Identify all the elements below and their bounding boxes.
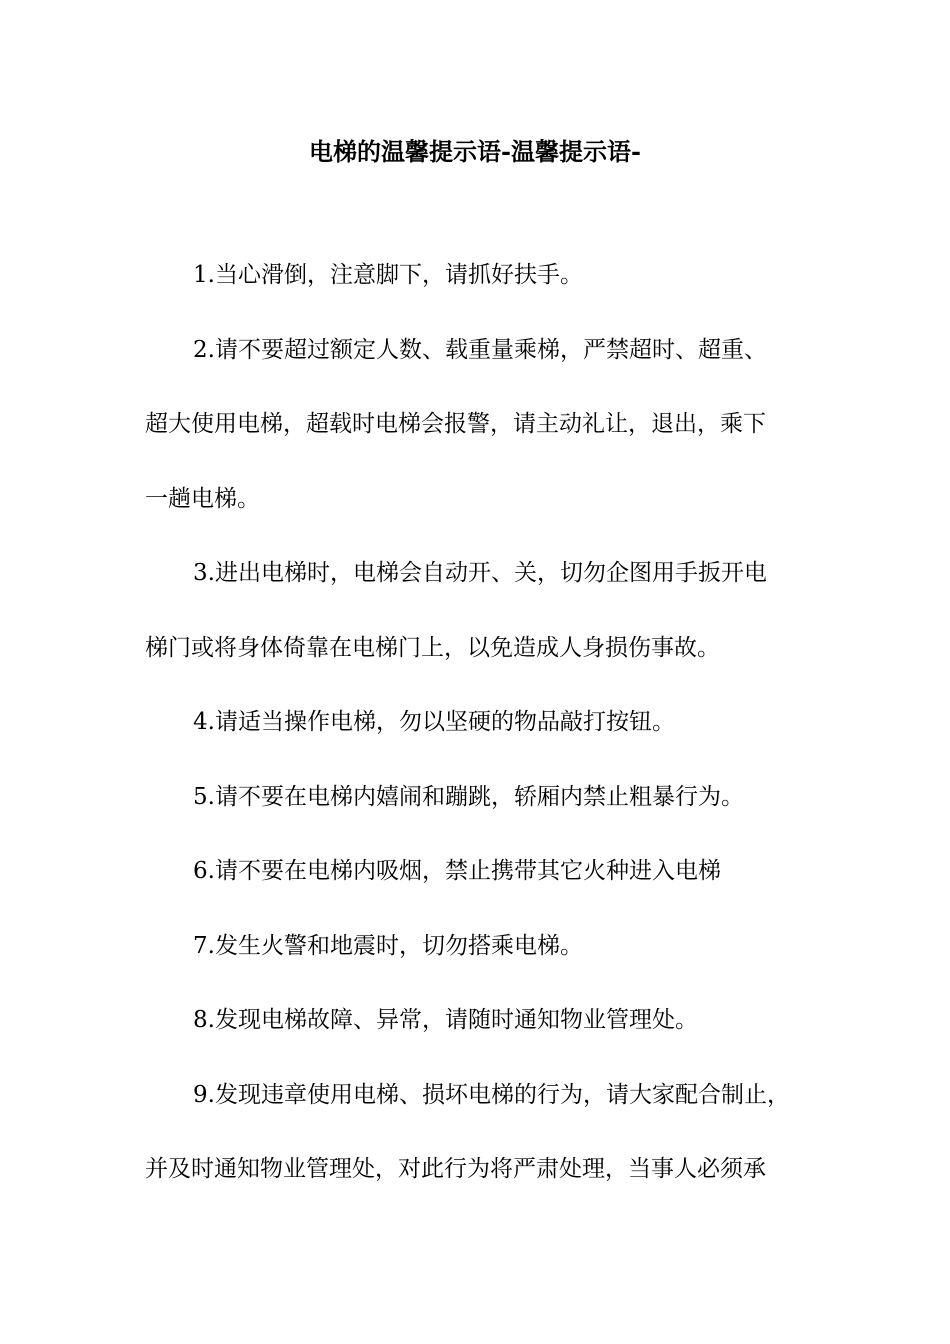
text-line: 7.发生火警和地震时，切勿搭乘电梯。 xyxy=(193,932,583,959)
text-line: 4.请适当操作电梯，勿以坚硬的物品敲打按钮。 xyxy=(193,709,675,735)
text-line: 2.请不要超过额定人数、载重量乘梯，严禁超时、超重、 xyxy=(193,336,767,363)
text-line: 3.进出电梯时，电梯会自动开、关，切勿企图用手扳开电 xyxy=(193,560,767,586)
text-line: 9.发现违章使用电梯、损坏电梯的行为，请大家配合制止， xyxy=(193,1081,790,1108)
document-title: 电梯的温馨提示语-温馨提示语- xyxy=(309,137,641,166)
text-line: 1.当心滑倒，注意脚下，请抓好扶手。 xyxy=(193,262,583,288)
document-body xyxy=(145,255,825,1224)
text-line: 并及时通知物业管理处，对此行为将严肃处理，当事人必须承 xyxy=(145,1156,766,1182)
text-line: 梯门或将身体倚靠在电梯门上，以免造成人身损伤事故。 xyxy=(145,634,720,661)
text-line: 一趟电梯。 xyxy=(145,485,260,512)
text-line: 6.请不要在电梯内吸烟，禁止携带其它火种进入电梯 xyxy=(193,858,721,884)
text-line: 8.发现电梯故障、异常，请随时通知物业管理处。 xyxy=(193,1007,698,1033)
text-line: 5.请不要在电梯内嬉闹和蹦跳，轿厢内禁止粗暴行为。 xyxy=(193,783,744,810)
text-line: 超大使用电梯，超载时电梯会报警，请主动礼让，退出，乘下 xyxy=(145,411,766,437)
